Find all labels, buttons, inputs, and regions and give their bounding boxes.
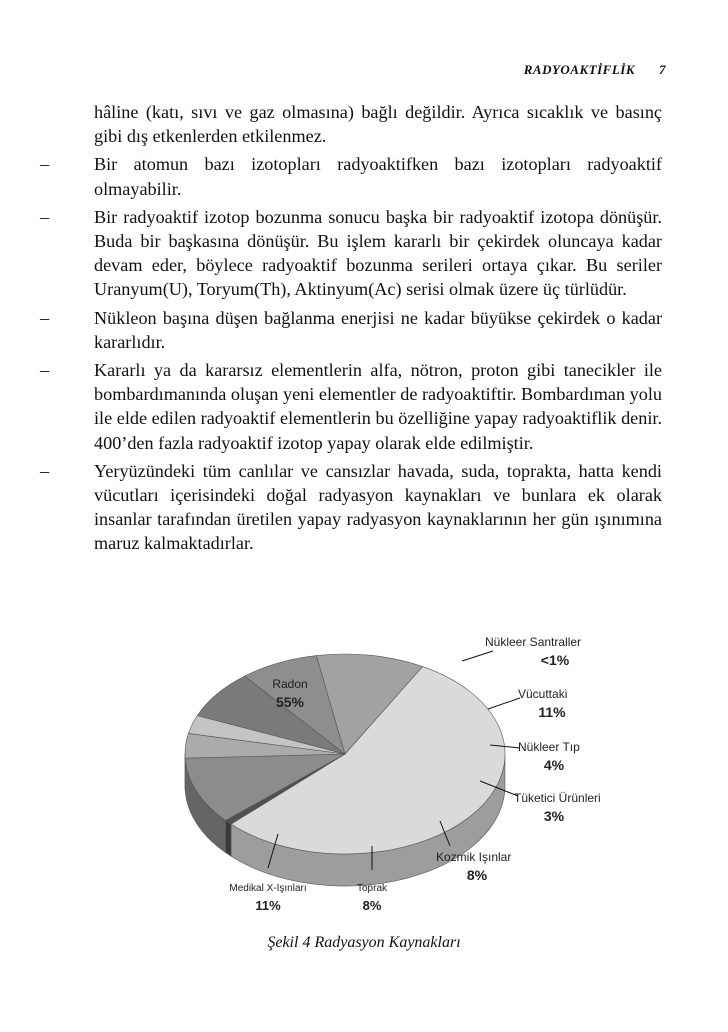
bullet-text: Nükleon başına düşen bağlanma enerjisi ne kadar büyükse çekirdek o kadar kararlıdır. [94, 307, 662, 352]
slice-name-label: Radon [272, 677, 308, 691]
leader-line [462, 651, 493, 661]
bullet-item [40, 152, 662, 200]
leader-line [488, 698, 520, 709]
bullet-text: Yeryüzündeki tüm canlılar ve cansızlar havada, suda, toprakta, hatta kendi vücutları içerisindeki doğal radyasyon kaynakları ve bunlara ek olarak insanlar tarafından üretilen yapay radyasyon kaynaklarının her gün ışınımına maruz kalmaktadırlar. [94, 460, 662, 554]
bullet-item [40, 459, 662, 556]
slice-percent-label: <1% [540, 652, 570, 668]
bullet-item [40, 306, 662, 354]
continuation-paragraph: hâline (katı, sıvı ve gaz olmasına) bağlı değildir. Ayrıca sıcaklık ve basınç gibi dış etkenlerden etkilenmez. [94, 102, 662, 147]
page-number: 7 [659, 62, 666, 77]
slice-name-label: Medikal X-Işınları [229, 883, 307, 894]
figure-caption: Şekil 4 Radyasyon Kaynakları [267, 934, 461, 951]
slice-percent-label: 8% [362, 898, 382, 913]
slice-percent-label: 3% [543, 808, 565, 824]
bullet-dash: – [40, 307, 50, 328]
body-text [40, 100, 662, 556]
slice-name-label: Nükleer Tıp [518, 740, 580, 754]
slice-name-label: Kozmik Işınlar [436, 850, 512, 864]
bullet-dash: – [40, 154, 50, 175]
bullet-text: Bir radyoaktif izotop bozunma sonucu başka bir radyoaktif izotopa dönüşür. Buda bir başkasına dönüşür. Bu işlem kararlı bir çekirdek oluncaya kadar devam eder, böylece radyoaktif bozunma serileri ortaya çıkar. Bu seriler Uranyum(U), Toryum(Th), Aktinyum(Ac) serisi olmak üzere üç türlüdür. [94, 206, 662, 300]
bullet-text: Kararlı ya da kararsız elementlerin alfa, nötron, proton gibi tanecikler ile bombardımanında oluşan yeni elementler de radyoaktiftir. Bombardıman yolu ile elde edilen radyoaktif elementlerin bu özelliğine yapay radyoaktiflik denir. 400’den fazla radyoaktif izotop yapay olarak elde edilmiştir. [94, 360, 662, 453]
pie-side-wall [226, 821, 231, 857]
running-header-title: RADYOAKTİFLİK [523, 62, 635, 77]
bullet-item [40, 205, 662, 302]
slice-percent-label: 4% [543, 757, 565, 773]
slice-name-label: Tüketici Ürünleri [514, 791, 601, 805]
slice-percent-label: 55% [275, 694, 305, 710]
bullet-dash: – [40, 460, 50, 481]
slice-percent-label: 11% [255, 898, 281, 913]
slice-name-label: Vücuttaki [518, 687, 568, 701]
bullet-item [40, 358, 662, 455]
bullet-dash: – [40, 206, 50, 227]
slice-percent-label: 8% [466, 867, 488, 883]
slice-name-label: Toprak [356, 883, 388, 894]
bullet-text: Bir atomun bazı izotopları radyoaktifken bazı izotopları radyoaktif olmayabilir. [94, 154, 662, 199]
running-header [524, 62, 666, 78]
bullet-dash: – [40, 360, 50, 381]
slice-name-label: Nükleer Santraller [485, 635, 582, 649]
slice-percent-label: 11% [538, 704, 566, 720]
pie-chart-svg [140, 606, 620, 924]
radiation-sources-pie-chart [140, 606, 620, 924]
